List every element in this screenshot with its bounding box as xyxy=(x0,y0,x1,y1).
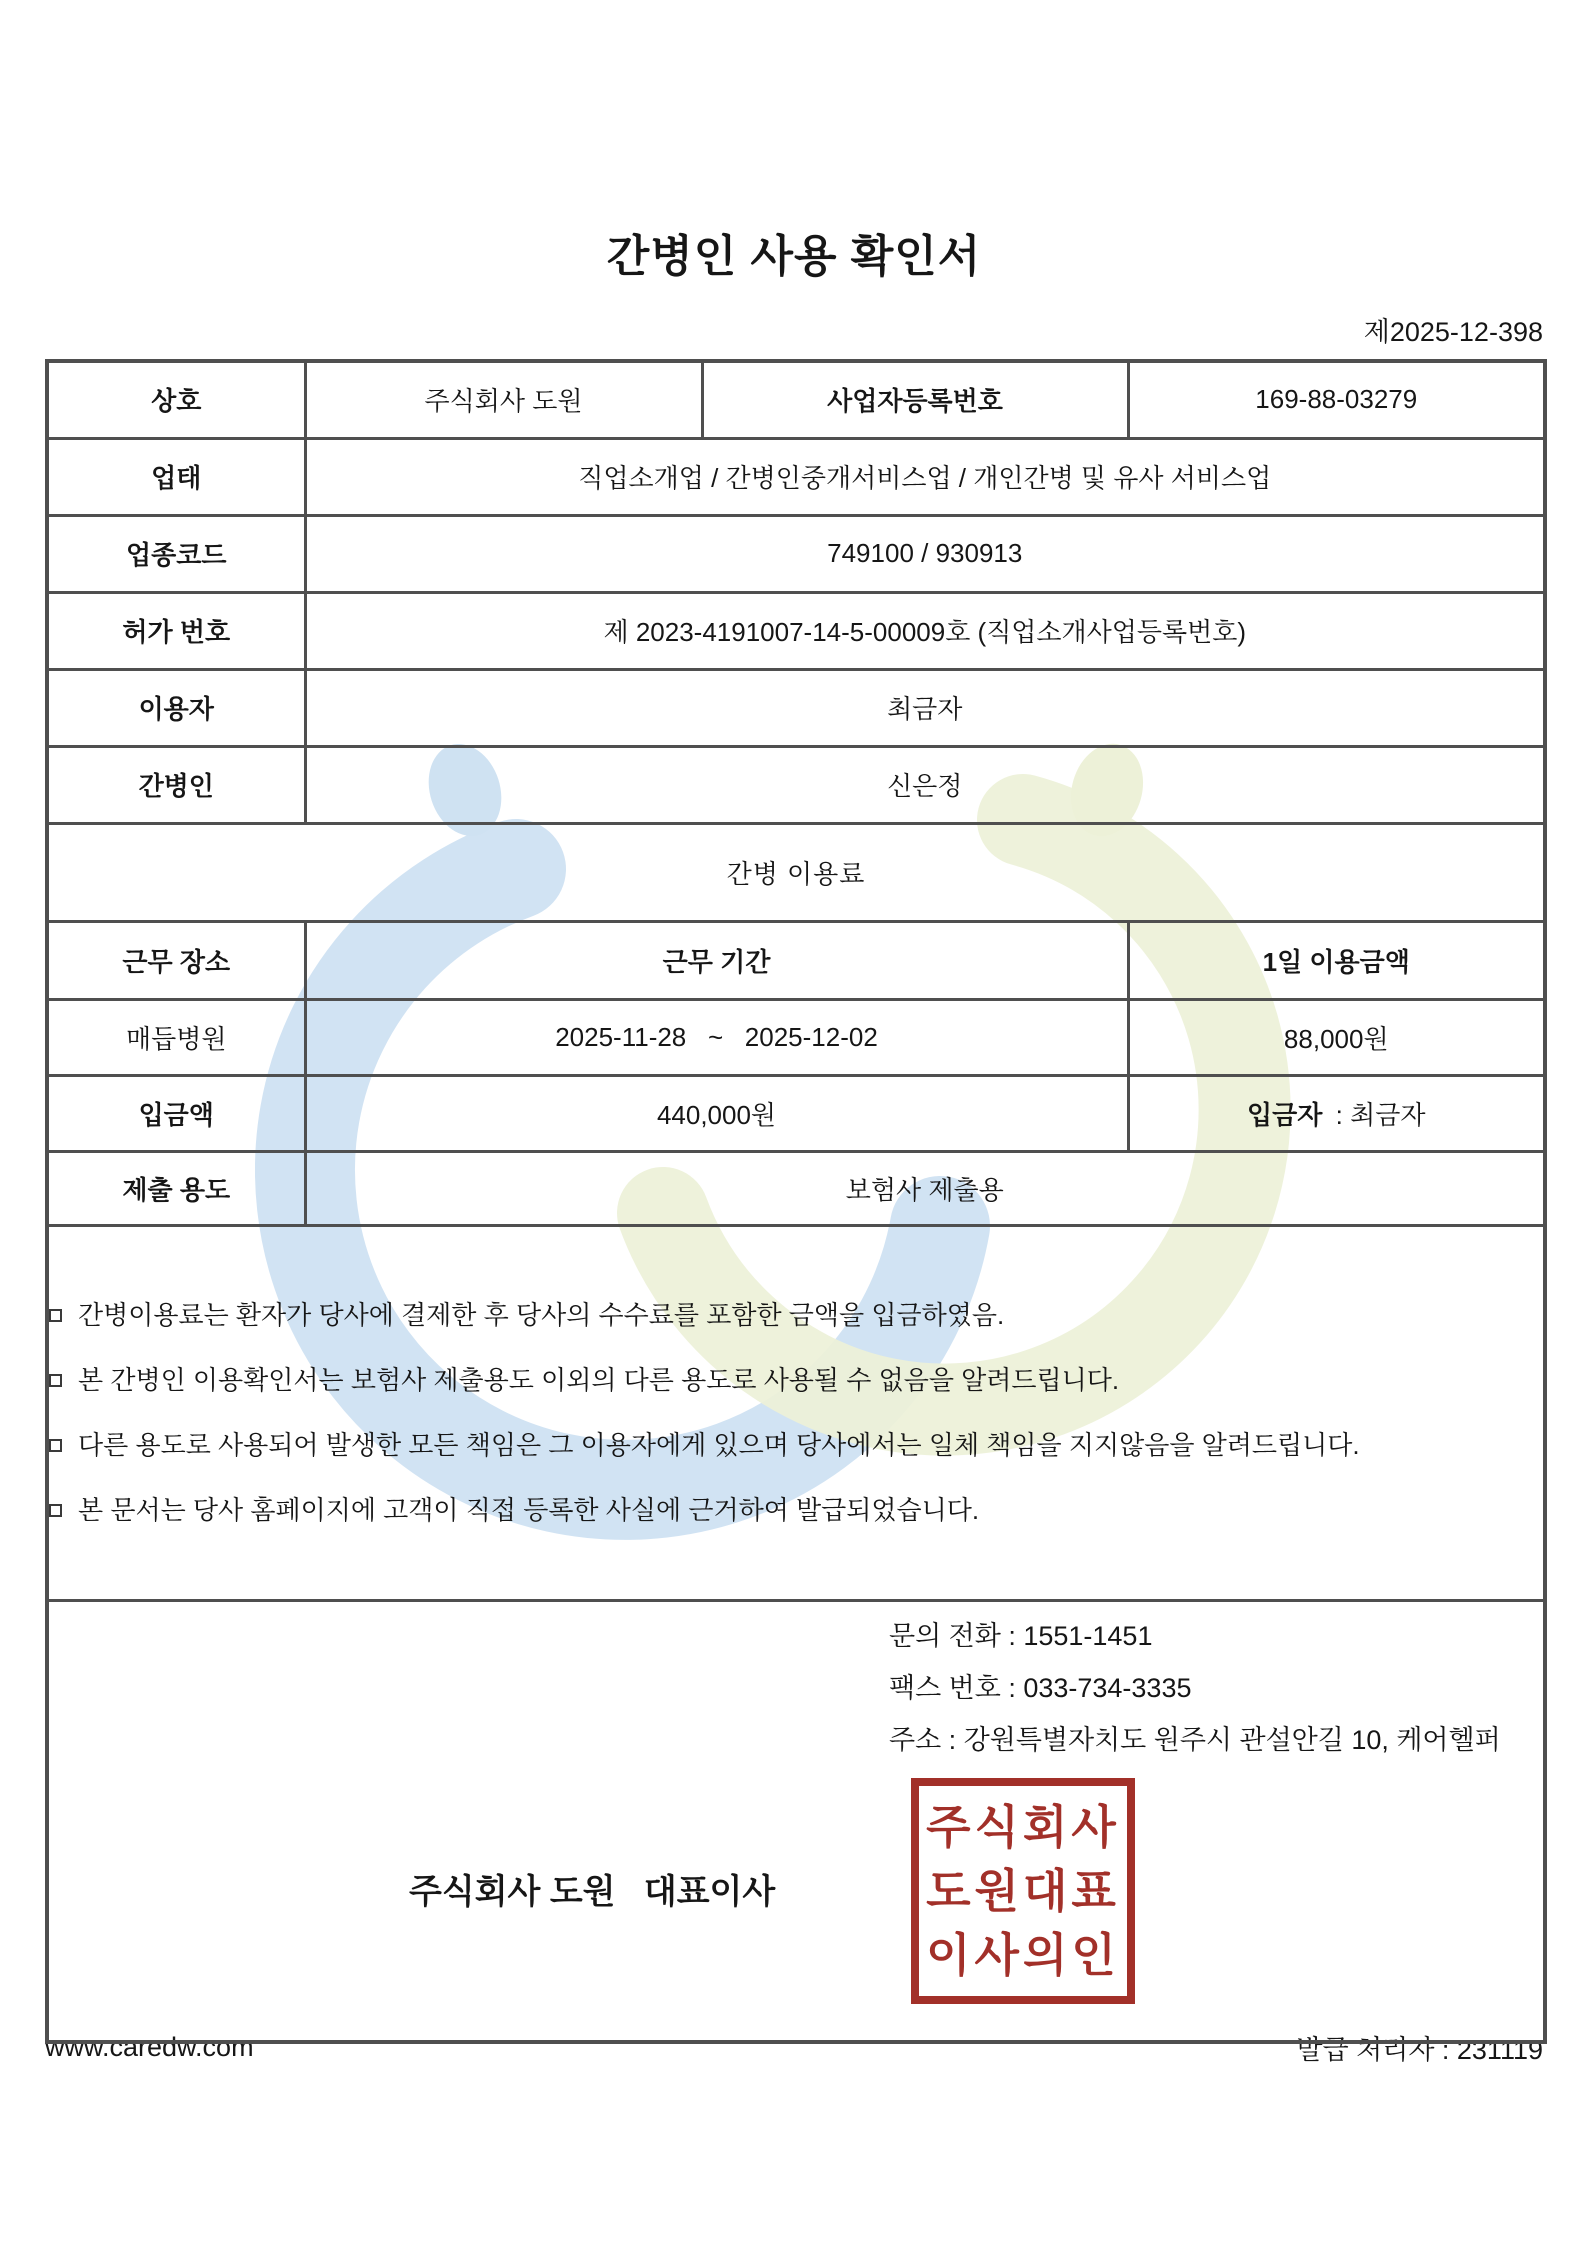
fee-place-value: 매듭병원 xyxy=(47,999,305,1075)
note-text: 본 문서는 당사 홈페이지에 고객이 직접 등록한 사실에 근거하여 발급되었습니다. xyxy=(78,1494,980,1525)
note-text: 본 간병인 이용확인서는 보험사 제출용도 이외의 다른 용도로 사용될 수 없음을 알려드립니다. xyxy=(78,1364,1120,1395)
fee-period-value: 2025-11-28 ~ 2025-12-02 xyxy=(305,999,1128,1075)
square-bullet-icon xyxy=(49,1309,62,1322)
note-item xyxy=(49,1348,1543,1413)
company-label: 상호 xyxy=(47,361,305,438)
square-bullet-icon xyxy=(49,1374,62,1387)
company-value: 주식회사 도원 xyxy=(305,361,702,438)
square-bullet-icon xyxy=(49,1504,62,1517)
user-value: 최금자 xyxy=(305,669,1545,746)
biz-type-value: 직업소개업 / 간병인중개서비스업 / 개인간병 및 유사 서비스업 xyxy=(305,438,1545,515)
contact-fax: 팩스 번호 : 033-734-3335 xyxy=(889,1672,1192,1703)
fee-daily-value: 88,000원 xyxy=(1128,999,1545,1075)
row-notes xyxy=(47,1225,1545,1600)
row-company xyxy=(47,361,1545,438)
permit-label: 허가 번호 xyxy=(47,592,305,669)
document-number: 제2025-12-398 xyxy=(1363,317,1543,347)
depositor-label: 입금자 xyxy=(1247,1099,1323,1130)
biz-reg-value: 169-88-03279 xyxy=(1128,361,1545,438)
purpose-value: 보험사 제출용 xyxy=(305,1151,1545,1225)
row-industry-code xyxy=(47,515,1545,592)
row-purpose xyxy=(47,1151,1545,1225)
fee-col-period: 근무 기간 xyxy=(305,921,1128,999)
row-fee-header xyxy=(47,921,1545,999)
square-bullet-icon xyxy=(49,1439,62,1452)
depositor-cell xyxy=(1128,1075,1545,1151)
page-title: 간병인 사용 확인서 xyxy=(606,232,982,281)
contact-address: 주소 : 강원특별자치도 원주시 관설안길 10, 케어헬퍼 xyxy=(889,1724,1501,1755)
row-caregiver xyxy=(47,746,1545,823)
note-item xyxy=(49,1413,1543,1478)
footer-website: www.caredw.com xyxy=(45,2032,254,2062)
confirmation-table xyxy=(45,359,1547,2044)
row-deposit xyxy=(47,1075,1545,1151)
fee-section-title: 간병 이용료 xyxy=(47,823,1545,921)
footer-issuer: 발급 처리자 : 231119 xyxy=(1296,2035,1543,2065)
biz-type-label: 업태 xyxy=(47,438,305,515)
row-biz-type xyxy=(47,438,1545,515)
industry-code-label: 업종코드 xyxy=(47,515,305,592)
note-text: 다른 용도로 사용되어 발생한 모든 책임은 그 이용자에게 있으며 당사에서는 일체 책임을 지지않음을 알려드립니다. xyxy=(78,1429,1360,1460)
note-item xyxy=(49,1478,1543,1543)
permit-value: 제 2023-4191007-14-5-00009호 (직업소개사업등록번호) xyxy=(305,592,1545,669)
fee-col-daily: 1일 이용금액 xyxy=(1128,921,1545,999)
industry-code-value: 749100 / 930913 xyxy=(305,515,1545,592)
row-user xyxy=(47,669,1545,746)
seal-text-line: 이사의인 xyxy=(926,1928,1120,1981)
notes-block xyxy=(47,1225,1545,1600)
user-label: 이용자 xyxy=(47,669,305,746)
note-item xyxy=(49,1283,1543,1348)
corporate-seal-stamp xyxy=(911,1778,1135,2004)
contact-info xyxy=(889,1610,1501,1766)
row-fee-data xyxy=(47,999,1545,1075)
caregiver-value: 신은정 xyxy=(305,746,1545,823)
company-signature-text: 주식회사 도원 대표이사 xyxy=(409,1872,776,1911)
note-text: 간병이용료는 환자가 당사에 결제한 후 당사의 수수료를 포함한 금액을 입금하였음. xyxy=(78,1299,1005,1330)
seal-text-line: 주식회사 xyxy=(926,1800,1120,1853)
row-signature xyxy=(47,1600,1545,2042)
caregiver-label: 간병인 xyxy=(47,746,305,823)
purpose-label: 제출 용도 xyxy=(47,1151,305,1225)
signature-block xyxy=(47,1600,1545,2042)
depositor-value: : 최금자 xyxy=(1335,1099,1426,1130)
seal-text-line: 도원대표 xyxy=(926,1864,1120,1917)
row-fee-section-title xyxy=(47,823,1545,921)
contact-phone: 문의 전화 : 1551-1451 xyxy=(889,1620,1153,1651)
biz-reg-label: 사업자등록번호 xyxy=(702,361,1128,438)
deposit-label: 입금액 xyxy=(47,1075,305,1151)
deposit-value: 440,000원 xyxy=(305,1075,1128,1151)
row-permit xyxy=(47,592,1545,669)
fee-col-place: 근무 장소 xyxy=(47,921,305,999)
